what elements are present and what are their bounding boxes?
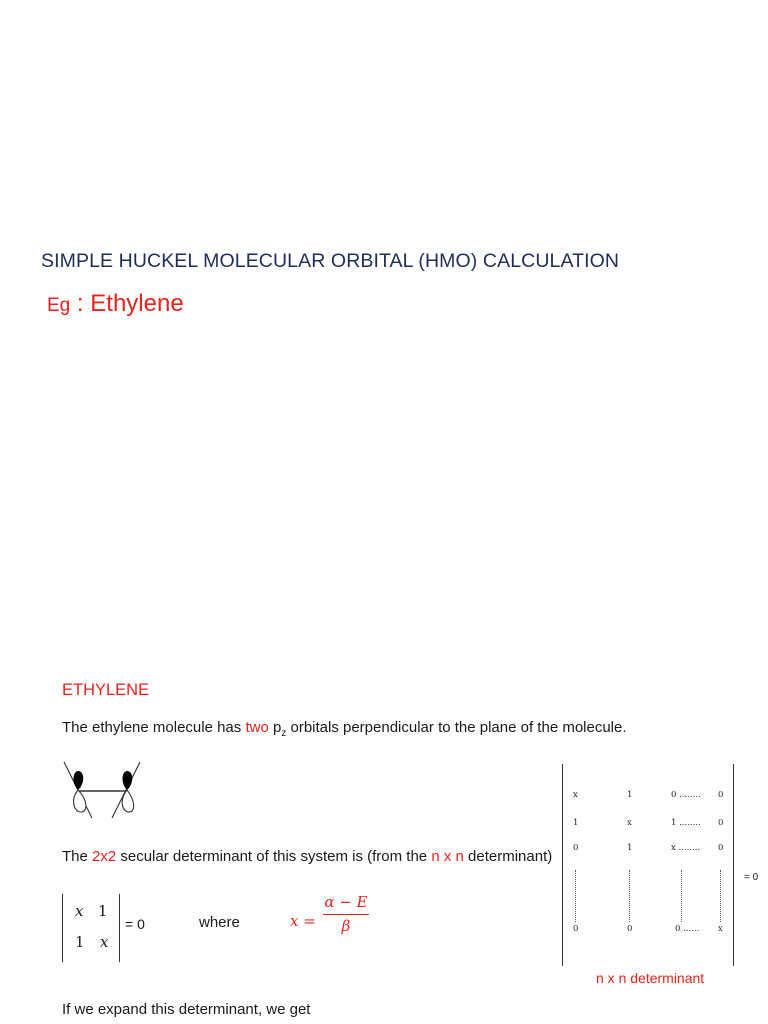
nxn-vdots-col1 <box>575 870 576 922</box>
paragraph-orbitals <box>62 719 627 739</box>
determinant-2x2 <box>62 894 120 962</box>
left-upper-lobe <box>74 771 84 790</box>
para1-post: orbitals perpendicular to the plane of the molecule. <box>286 719 627 736</box>
nxn-vdots-col2 <box>629 870 630 922</box>
example-name: Ethylene <box>90 290 184 317</box>
para1-pre: The ethylene molecule has <box>62 719 246 736</box>
nxn-r3c2: 1 <box>627 843 633 853</box>
fraction-bar <box>323 914 369 915</box>
formula-lhs: x = <box>290 912 316 930</box>
slide-title: SIMPLE HUCKEL MOLECULAR ORBITAL (HMO) CALCULATION <box>41 250 620 272</box>
right-upper-lobe <box>123 771 133 790</box>
paragraph-expand: If we expand this determinant, we get <box>62 1001 311 1018</box>
para2-highlight-2x2: 2x2 <box>92 848 117 865</box>
nxn-equals: = 0 <box>744 872 759 883</box>
section-heading: ETHYLENE <box>62 681 150 699</box>
ethylene-orbital-diagram <box>60 760 146 822</box>
determinant-nxn <box>562 764 734 966</box>
para2-mid: secular determinant of this system is (from the <box>116 848 432 865</box>
para1-mid: p <box>268 719 282 736</box>
nxn-r4c2: 0 <box>627 924 633 934</box>
formula-numerator: α − E <box>324 893 368 911</box>
nxn-r2c3: 1 ........ <box>671 818 701 828</box>
example-line <box>47 290 184 318</box>
para2-highlight-nxn: n x n <box>431 848 464 865</box>
example-separator: : <box>70 290 91 317</box>
nxn-r3c1: 0 <box>573 843 579 853</box>
nxn-vdots-col3 <box>681 870 682 922</box>
nxn-r4c3: 0 ...... <box>675 924 700 934</box>
nxn-vdots-col4 <box>720 870 721 922</box>
para2-post: determinant) <box>463 848 553 865</box>
det2-r1c2: 1 <box>98 902 108 920</box>
nxn-r1c1: x <box>573 790 578 800</box>
para2-pre: The <box>62 848 93 865</box>
nxn-r3c3: x ........ <box>671 843 701 853</box>
left-lower-lobe <box>74 790 86 812</box>
nxn-r1c4: 0 <box>718 790 724 800</box>
nxn-r1c3: 0 ........ <box>671 790 701 800</box>
formula-denominator: β <box>341 917 351 935</box>
where-label: where <box>199 914 240 931</box>
det2-r2c1: 1 <box>75 933 85 951</box>
paragraph-secular <box>62 848 552 865</box>
det2-equals: = 0 <box>125 916 145 932</box>
nxn-r2c2: x <box>627 818 632 828</box>
nxn-r4c1: 0 <box>573 924 579 934</box>
nxn-r2c1: 1 <box>573 818 579 828</box>
det2-r1c1: x <box>75 902 84 920</box>
nxn-r4c4: x <box>718 924 723 934</box>
para1-sub: z <box>281 728 287 739</box>
nxn-r1c2: 1 <box>627 790 633 800</box>
para1-highlight: two <box>245 719 269 736</box>
nxn-caption: n x n determinant <box>596 970 705 986</box>
det2-r2c2: x <box>100 933 109 951</box>
nxn-r3c4: 0 <box>718 843 724 853</box>
nxn-r2c4: 0 <box>718 818 724 828</box>
example-prefix: Eg <box>47 295 71 316</box>
